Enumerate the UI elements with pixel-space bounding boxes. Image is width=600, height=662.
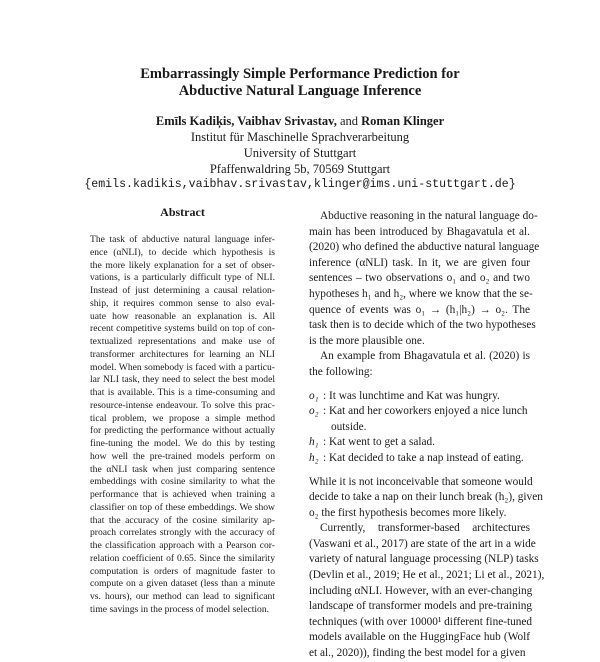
example-item <box>309 404 530 435</box>
abstract-line: how well the pre-trained models perform on <box>90 450 275 462</box>
author-emails: {emils.kadikis,vaibhav.srivastav,klinger@ims.uni-stuttgart.de} <box>84 178 516 191</box>
example-text: : Kat and her coworkers enjoyed a nice lunch <box>323 405 528 418</box>
example-label: h₂ <box>309 451 319 464</box>
paragraph-intro-line: main has been introduced by Bhagavatula et al. <box>309 225 530 238</box>
paragraph-transformers-line: including αNLI. However, with an ever-changing <box>309 584 533 597</box>
paragraph-transformers-line: (Devlin et al., 2019; He et al., 2021; Li et al., 2021), <box>309 569 545 582</box>
abstract-line: ship, it requires common sense to also eval- <box>90 297 275 309</box>
paragraph-gap <box>309 467 530 475</box>
abstract-heading: Abstract <box>160 205 205 219</box>
example-list <box>309 389 530 467</box>
abstract-line: Instead of just determining a causal relation- <box>90 285 275 296</box>
body-right-column <box>309 209 545 662</box>
paragraph-transformers-line: Currently, transformer-based architectures <box>320 522 530 535</box>
abstract-line: performance that is achieved when training a <box>90 489 275 500</box>
abstract-line: resource-intense endeavour. To solve this prac- <box>90 399 275 411</box>
abstract-line: relation coefficient of 0.65. Since the similarity <box>90 552 275 564</box>
abstract-line: the αNLI task when just comparing sentence <box>90 463 275 475</box>
example-text: : It was lunchtime and Kat was hungry. <box>323 389 500 402</box>
abstract-line: that the accuracy of the cosine similarity ap- <box>90 514 275 526</box>
abstract-line: embeddings with cosine similarity to what the <box>90 476 275 488</box>
abstract-line: that is available. This is a time-consuming and <box>90 387 275 398</box>
abstract-body <box>90 234 275 617</box>
author-names <box>0 113 600 129</box>
example-item <box>309 435 530 451</box>
abstract-line: ence (αNLI), to decide which hypothesis is <box>90 246 275 258</box>
paragraph-transformers-line: (Vaswani et al., 2017) are state of the art in a wide <box>309 537 536 550</box>
abstract-line: recent competitive systems build on top of con- <box>90 323 275 335</box>
abstract-line: lar NLI task, they need to select the best model <box>90 374 275 386</box>
affiliation-address: Pfaffenwaldring 5b, 70569 Stuttgart <box>209 162 391 176</box>
paragraph-intro-line: quence of events was o₁ → (h₁|h₂) → o₂. The <box>309 303 530 316</box>
abstract-line: uate how reasonable an explanation is. All <box>90 310 275 322</box>
paragraph-example-lead <box>309 349 530 380</box>
paragraph-transformers-line: models available on the HuggingFace hub (Wolf <box>309 631 530 644</box>
paragraph-intro-line: task then is to decide which of the two hypotheses <box>309 319 536 332</box>
paragraph-discussion <box>309 475 543 522</box>
paragraph-transformers-line: et al., 2020)), finding the best model for a given <box>309 647 526 660</box>
abstract-line: compute on a given dataset (less than a minute <box>90 578 275 590</box>
example-item <box>309 389 530 405</box>
paragraph-intro-line: Abductive reasoning in the natural language do- <box>320 210 538 222</box>
paper-title <box>0 66 600 100</box>
paragraph-example-lead-line: An example from Bhagavatula et al. (2020) is <box>320 350 530 363</box>
abstract-line: vations, is a particularly difficult type of NLI. <box>90 272 275 284</box>
title-line-1: Embarrassingly Simple Performance Prediction for <box>140 66 460 82</box>
abstract-line: computation is orders of magnitude faster to <box>90 565 275 577</box>
example-text: : Kat went to get a salad. <box>323 436 435 449</box>
abstract-line: vs. hours), our method can lead to significant <box>90 591 275 602</box>
abstract-line: transformer architectures for learning an NLI <box>90 348 275 360</box>
paragraph-intro-line: hypotheses h₁ and h₂, where we know that the se- <box>309 287 533 300</box>
paragraph-transformers-line: landscape of transformer models and pre-training <box>309 600 533 613</box>
paragraph-transformers <box>309 521 545 661</box>
paragraph-discussion-line: While it is not inconceivable that someone would <box>309 475 533 488</box>
example-label: h₁ <box>309 436 319 449</box>
abstract-line: time savings in the process of model selection. <box>90 603 270 615</box>
paragraph-intro-line: sentences – two observations o₁ and o₂ and two <box>309 272 530 285</box>
example-label: o₂ <box>309 405 319 418</box>
author-and: and <box>339 114 359 128</box>
abstract-line: the more likely explanation for a set of obser- <box>90 259 275 271</box>
paragraph-gap <box>309 381 530 389</box>
author-block <box>0 113 600 193</box>
paragraph-example-lead-line: the following: <box>309 365 373 378</box>
title-line-2: Abductive Natural Language Inference <box>178 83 422 99</box>
abstract-line: for predicting the performance without actually <box>90 425 275 437</box>
abstract-line: the classification approach with a Pearson cor- <box>90 540 275 551</box>
affiliation-institute: Institut für Maschinelle Sprachverarbeitung <box>190 130 410 144</box>
paragraph-discussion-line: o₂ the first hypothesis becomes more likely. <box>309 506 507 519</box>
abstract-line: model. When somebody is faced with a particu- <box>90 361 275 373</box>
abstract-line: classifier on top of these embeddings. We show <box>90 501 275 513</box>
abstract-line: textualized representations and make use of <box>90 336 275 347</box>
paragraph-transformers-line: variety of natural language processing (NLP) tasks <box>309 553 539 566</box>
paragraph-intro-line: (2020) who defined the abductive natural language <box>309 241 540 254</box>
paragraph-intro-line: is the more plausible one. <box>309 334 425 347</box>
paragraph-intro-line: inference (αNLI) task. In it, we are given four <box>309 256 530 269</box>
example-text: outside. <box>331 420 367 433</box>
example-text: : Kat decided to take a nap instead of eating. <box>323 451 524 464</box>
author-names-first: Emīls Kadiķis, Vaibhav Srivastav, <box>155 114 337 128</box>
affiliation-university: University of Stuttgart <box>243 146 357 160</box>
example-label: o₁ <box>309 389 319 402</box>
abstract-line: tical problem, we propose a simple method <box>90 412 275 424</box>
paragraph-transformers-line: techniques (with over 10000¹ different fine-tuned <box>309 615 533 628</box>
paragraph-intro <box>309 209 540 349</box>
example-item <box>309 451 530 467</box>
paragraph-discussion-line: decide to take a nap on their lunch break (h₂), given <box>309 491 543 504</box>
abstract-line: The task of abductive natural language infer- <box>90 234 275 245</box>
abstract-line: proach correlates strongly with the accuracy of <box>90 527 275 539</box>
author-name-last: Roman Klinger <box>361 114 445 128</box>
abstract-line: fine-tuning the model. We do this by testing <box>90 438 275 449</box>
